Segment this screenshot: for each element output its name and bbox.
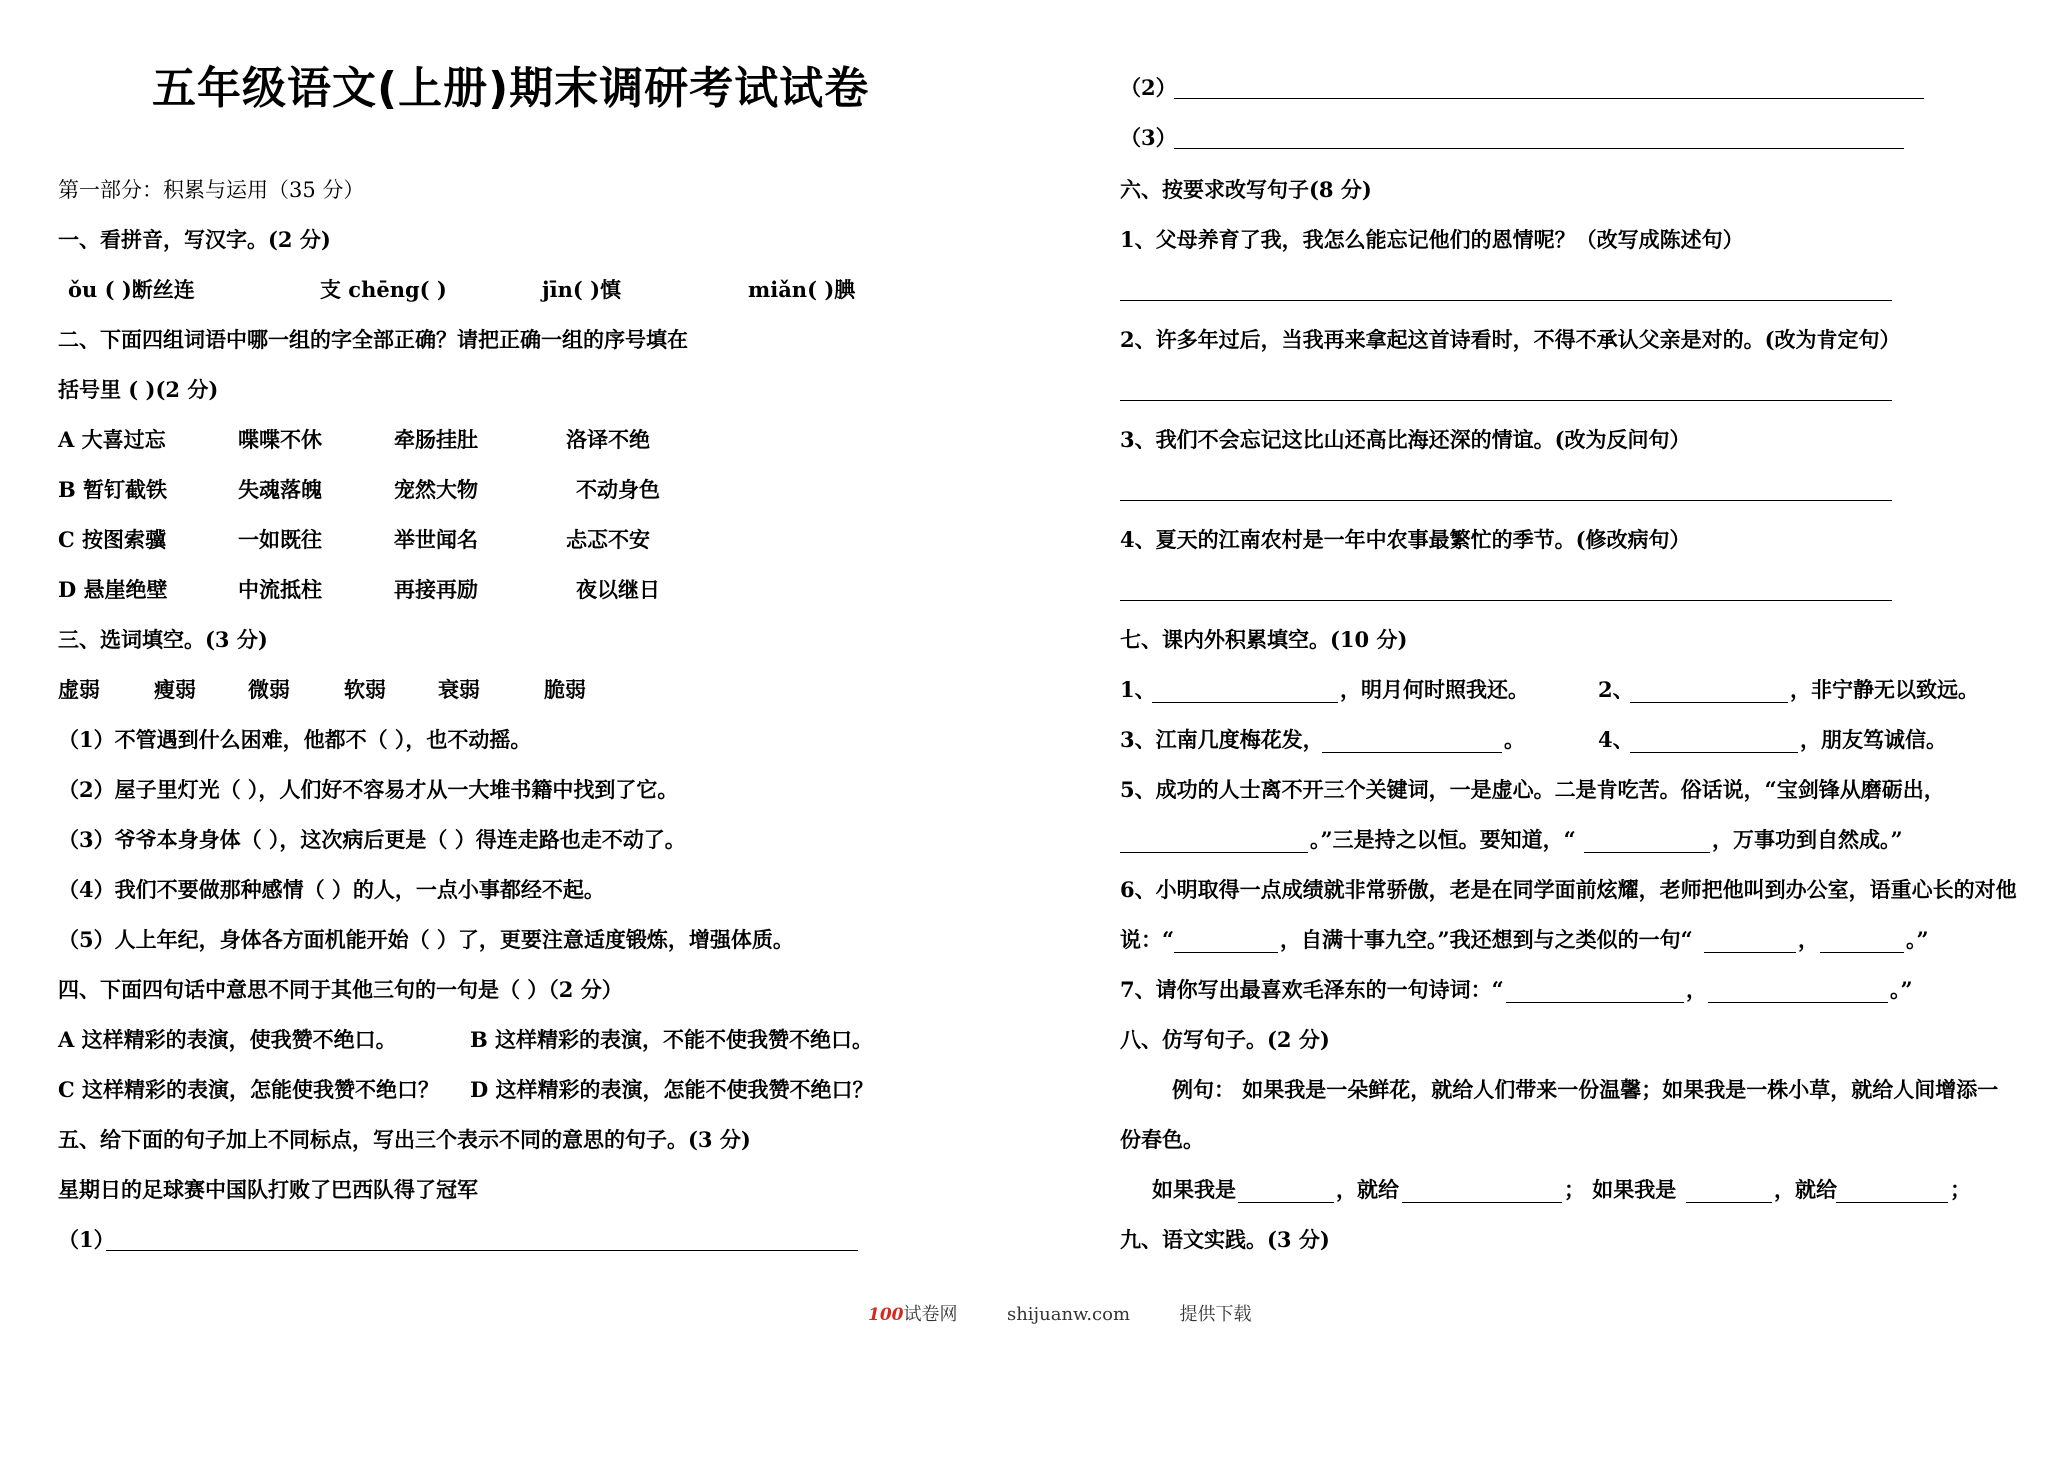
q8-blank[interactable] [1238,1180,1334,1210]
q7-text: ， [1798,927,1819,952]
q8-text: ，就给 [1774,1177,1837,1202]
q4-option: D 这样精彩的表演，怎能不使我赞不绝口？ [470,1077,874,1102]
q5-answer-label: （1） [58,1227,115,1252]
q6-item: 1、父母养育了我，我怎么能忘记他们的恩情呢？（改写成陈述句） [1120,227,1744,252]
q8-example-cont: 份春色。 [1120,1127,1204,1152]
q7-blank[interactable] [1506,980,1684,1010]
q3-item: （3）爷爷本身身体（ ），这次病后更是（ ）得连走路也走不动了。 [58,827,686,852]
q4-option: C 这样精彩的表演，怎能使我赞不绝口？ [58,1077,440,1102]
q7-text: 4、 [1598,727,1634,752]
q8-blank[interactable] [1402,1180,1562,1210]
q7-text: 3、江南几度梅花发， [1120,727,1324,752]
footer-credit [868,1300,1252,1326]
q7-line-3: 5、成功的人士离不开三个关键词，一是虚心。二是肯吃苦。俗话说，“宝剑锋从磨砺出， [1120,777,1945,802]
q8-heading: 八、仿写句子。(2 分) [1120,1027,1330,1052]
q5-answer-line-3[interactable] [1174,148,1904,149]
q3-word: 瘦弱 [154,677,196,702]
q7-blank[interactable] [1584,830,1710,860]
q2-word: 宠然大物 [394,477,478,502]
q2-word: 举世闻名 [394,527,478,552]
q3-word: 微弱 [248,677,290,702]
q2-option: D 悬崖绝壁 [58,577,168,602]
q7-text: ，非宁静无以致远。 [1790,677,1979,702]
q3-item: （2）屋子里灯光（ ），人们好不容易才从一大堆书籍中找到了它。 [58,777,679,802]
q5-answer-line-1[interactable] [106,1250,858,1251]
q7-text: ，万事功到自然成。” [1712,827,1903,852]
q1-item: ǒu ( )断丝连 [68,277,195,302]
q2-word: 夜以继日 [576,577,660,602]
q7-blank[interactable] [1630,730,1798,760]
q4-option: B 这样精彩的表演，不能不使我赞不绝口。 [470,1027,874,1052]
q8-blank[interactable] [1836,1180,1948,1210]
q1-item: 支 chēng( ) [320,277,447,302]
q7-text: ，明月何时照我还。 [1340,677,1529,702]
q7-blank[interactable] [1152,680,1338,710]
q2-word: 失魂落魄 [238,477,322,502]
q7-text: ， [1686,977,1707,1002]
q2-option: B 暂钉截铁 [58,477,168,502]
q7-blank[interactable] [1630,680,1788,710]
q6-answer-line-2[interactable] [1120,400,1892,401]
part1-heading: 第一部分：积累与运用（35 分） [58,178,365,202]
q7-line-5: 6、小明取得一点成绩就非常骄傲，老是在同学面前炫耀，老师把他叫到办公室，语重心长的对他 [1120,877,2017,902]
site-logo: 100试卷网 [868,1304,958,1325]
q1-heading: 一、看拼音，写汉字。(2 分) [58,227,331,252]
q5-sentence: 星期日的足球赛中国队打败了巴西队得了冠军 [58,1177,478,1202]
q2-word: 喋喋不休 [238,427,322,452]
q2-word: 不动身色 [576,477,660,502]
q4-option: A 这样精彩的表演，使我赞不绝口。 [58,1027,397,1052]
q7-blank[interactable] [1704,930,1796,960]
site-domain-link[interactable]: shijuanw.com [1006,1304,1131,1325]
q7-text: ，自满十事九空。”我还想到与之类似的一句“ [1280,927,1693,952]
q6-item: 4、夏天的江南农村是一年中农事最繁忙的季节。(修改病句） [1120,527,1691,552]
q2-heading: 二、下面四组词语中哪一组的字全部正确？请把正确一组的序号填在 [58,327,688,352]
q2-heading-cont: 括号里 ( )(2 分) [58,377,219,402]
q6-item: 2、许多年过后，当我再来拿起这首诗看时，不得不承认父亲是对的。(改为肯定句） [1120,327,1901,352]
q3-item: （5）人上年纪，身体各方面机能开始（ ）了，更要注意适度锻炼，增强体质。 [58,927,794,952]
q9-heading: 九、语文实践。(3 分) [1120,1227,1330,1252]
q1-item: miǎn( )腆 [748,277,856,302]
q7-text: 2、 [1598,677,1634,702]
q7-text: 。” [1906,927,1929,952]
q5-heading: 五、给下面的句子加上不同标点，写出三个表示不同的意思的句子。(3 分) [58,1127,751,1152]
q7-text: ，朋友笃诚信。 [1800,727,1947,752]
q3-word: 虚弱 [58,677,100,702]
q3-item: （1）不管遇到什么困难，他都不（ ），也不动摇。 [58,727,532,752]
q3-word: 脆弱 [544,677,586,702]
q7-blank[interactable] [1820,930,1904,960]
q6-answer-line-3[interactable] [1120,500,1892,501]
q7-blank[interactable] [1120,830,1308,860]
q7-text: 。” [1890,977,1913,1002]
q2-word: 忐忑不安 [566,527,650,552]
q6-item: 3、我们不会忘记这比山还高比海还深的情谊。(改为反问句） [1120,427,1691,452]
q3-word: 衰弱 [438,677,480,702]
q7-heading: 七、课内外积累填空。(10 分) [1120,627,1408,652]
q2-option: A 大喜过忘 [58,427,166,452]
q3-heading: 三、选词填空。(3 分) [58,627,268,652]
q7-blank[interactable] [1708,980,1888,1010]
q7-text: 。 [1504,727,1525,752]
q7-text: 7、请你写出最喜欢毛泽东的一句诗词：“ [1120,977,1504,1002]
q5-answer-label: （3） [1120,125,1177,150]
page-title: 五年级语文(上册)期末调研考试试卷 [152,63,870,114]
q7-blank[interactable] [1174,930,1278,960]
q6-answer-line-1[interactable] [1120,300,1892,301]
q7-text: 。”三是持之以恒。要知道，“ [1310,827,1576,852]
q8-blank[interactable] [1686,1180,1772,1210]
q2-option: C 按图索骥 [58,527,167,552]
q5-answer-line-2[interactable] [1174,98,1924,99]
q7-blank[interactable] [1322,730,1502,760]
q8-example: 例句： 如果我是一朵鲜花，就给人们带来一份温馨；如果我是一株小草，就给人间增添一 [1172,1077,1999,1102]
q2-word: 中流抵柱 [238,577,322,602]
q7-text: 说：“ [1120,927,1175,952]
q6-answer-line-4[interactable] [1120,600,1892,601]
q3-word: 软弱 [344,677,386,702]
q4-heading: 四、下面四句话中意思不同于其他三句的一句是（ ）（2 分） [58,977,623,1002]
q3-item: （4）我们不要做那种感情（ ）的人，一点小事都经不起。 [58,877,605,902]
q7-text: 1、 [1120,677,1156,702]
q2-word: 再接再励 [394,577,478,602]
q8-text: ； 如果我是 [1564,1177,1677,1202]
q8-text: ，就给 [1336,1177,1399,1202]
q8-text: 如果我是 [1152,1177,1236,1202]
q5-answer-label: （2） [1120,75,1177,100]
q2-word: 一如既往 [238,527,322,552]
q8-text: ； [1950,1177,1971,1202]
q1-item: jīn( )慎 [542,277,622,302]
q6-heading: 六、按要求改写句子(8 分) [1120,177,1372,202]
download-note: 提供下载 [1179,1304,1252,1325]
q2-word: 牵肠挂肚 [394,427,478,452]
q2-word: 洛译不绝 [566,427,650,452]
